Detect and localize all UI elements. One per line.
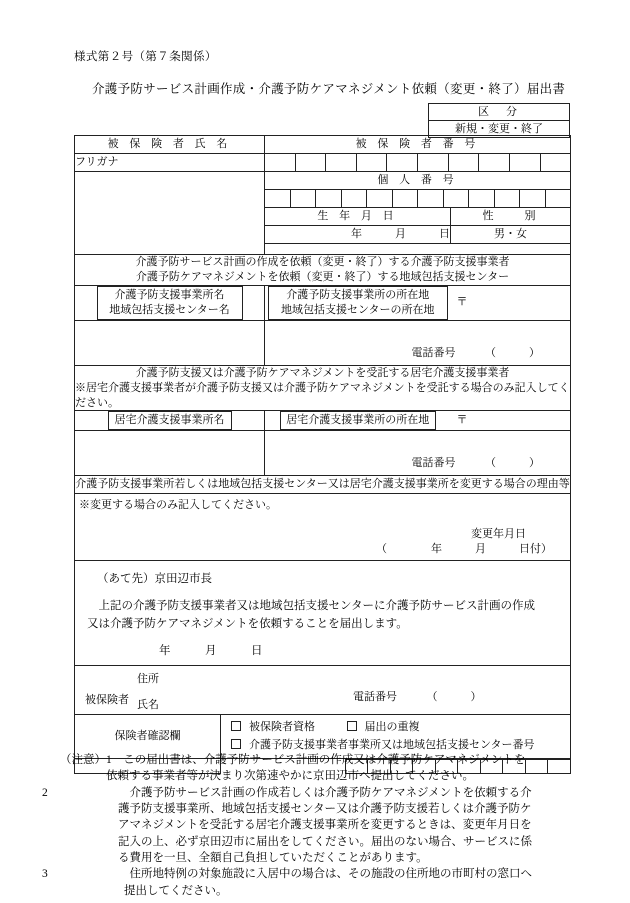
homecare-tel-value[interactable]: （ ） <box>485 457 541 470</box>
number-cell[interactable] <box>444 190 470 207</box>
provider-name-input[interactable] <box>75 320 265 365</box>
number-cell[interactable] <box>546 190 571 207</box>
note-item <box>60 752 580 768</box>
mynumber-header: 個 人 番 号 <box>265 172 571 190</box>
applicant-name-label: 氏名 <box>137 699 159 712</box>
notes-section <box>42 752 580 899</box>
change-reason-body[interactable] <box>75 494 571 561</box>
number-cell[interactable] <box>296 154 327 171</box>
provider-heading-line1: 介護予防サービス計画の作成を依頼（変更・終了）する介護予防支援事業者 <box>75 255 571 271</box>
change-date-label: 変更年月日 <box>471 528 527 541</box>
insured-number-cells[interactable] <box>265 154 571 172</box>
change-reason-heading: 介護予防支援事業所若しくは地域包括支援センター又は居宅介護支援事業所を変更する場合の理由等 <box>75 476 571 494</box>
provider-addr-label-cell <box>265 286 451 321</box>
applicant-block <box>75 666 571 715</box>
applicant-tel-value[interactable]: （ ） <box>426 691 482 704</box>
note-number: 3 <box>42 868 48 881</box>
classification-options[interactable]: 新規・変更・終了 <box>429 121 570 138</box>
note-item <box>42 785 580 801</box>
number-cell[interactable] <box>342 190 368 207</box>
number-cell[interactable] <box>265 190 291 207</box>
checkbox-office-number[interactable] <box>231 739 241 749</box>
number-cell[interactable] <box>541 154 571 171</box>
provider-tel-label: 電話番号 <box>411 346 456 359</box>
insured-number-header: 被 保 険 者 番 号 <box>265 136 571 154</box>
insurer-check-row1 <box>231 720 570 735</box>
insurer-check-item3: 介護予防支援事業者事業所又は地域包括支援センター番号 <box>249 739 535 752</box>
note-number: 1 <box>106 754 112 766</box>
insured-number-strip[interactable] <box>265 154 570 171</box>
furigana-label: フリガナ <box>75 154 265 172</box>
change-date-value[interactable]: （ 年 月 日付） <box>376 542 553 555</box>
gender-value[interactable]: 男・女 <box>451 226 571 244</box>
applicant-address-label: 住所 <box>137 673 159 686</box>
classification-table <box>428 103 570 138</box>
declaration-block <box>75 561 571 666</box>
provider-name-label-cell <box>75 286 265 321</box>
insurer-check-row2 <box>231 738 570 753</box>
number-cell[interactable] <box>479 154 510 171</box>
mynumber-strip[interactable] <box>265 190 570 207</box>
homecare-note: ※居宅介護支援事業者が介護予防支援又は介護予防ケアマネジメントを受託する場合のみ記入してください。 <box>75 381 571 411</box>
number-cell[interactable] <box>387 154 418 171</box>
homecare-addr-label-cell <box>265 411 451 431</box>
addressee: （あて先）京田辺市長 <box>97 573 212 586</box>
note-line: 介護予防サービス計画の作成若しくは介護予防ケアマネジメントを依頼する介 <box>118 786 532 799</box>
number-cell[interactable] <box>418 190 444 207</box>
homecare-address-label: 居宅介護支援事業所の所在地 <box>280 411 436 430</box>
notes-lead: （注意） <box>60 754 106 766</box>
number-cell[interactable] <box>495 190 521 207</box>
note-line: この届出書は、介護予防サービス計画の作成又は介護予防ケアマネジメントを <box>111 754 526 766</box>
number-cell[interactable] <box>291 190 317 207</box>
mynumber-cells[interactable] <box>265 190 571 208</box>
insured-block-filler <box>265 244 571 255</box>
provider-name-label: 介護予防支援事業所名 地域包括支援センター名 <box>97 286 243 320</box>
document-title: 介護予防サービス計画作成・介護予防ケアマネジメント依頼（変更・終了）届出書 <box>92 82 566 96</box>
note-line: 記入の上、必ず京田辺市に届出をしてください。届出のない場合、サービスに係 <box>118 835 532 848</box>
insurer-check-label: 保険者確認欄 <box>75 715 221 759</box>
note-line: 住所地特例の対象施設に入居中の場合は、その施設の住所地の市町村の窓口へ <box>118 868 532 881</box>
homecare-tel-label: 電話番号 <box>411 457 456 470</box>
number-cell[interactable] <box>326 154 357 171</box>
provider-postal-mark: 〒 <box>451 286 571 321</box>
provider-tel-value[interactable]: （ ） <box>485 346 541 359</box>
classification-header: 区 分 <box>429 104 570 121</box>
gender-header: 性 別 <box>451 208 571 226</box>
homecare-postal-mark: 〒 <box>451 411 571 431</box>
note-line: 護予防支援事業所、地域包括支援センター又は介護予防支援若しくは介護予防ケ <box>118 802 532 815</box>
insurer-check-item2: 届出の重複 <box>364 721 420 734</box>
form-number: 様式第２号（第７条関係） <box>74 51 217 63</box>
number-cell[interactable] <box>393 190 419 207</box>
main-form-table <box>74 135 571 774</box>
declaration-text-line1: 上記の介護予防支援事業者又は地域包括支援センターに介護予防サービス計画の作成 <box>87 600 536 613</box>
insurer-check-item1: 被保険者資格 <box>249 721 315 734</box>
provider-heading-line2: 介護予防ケアマネジメントを依頼（変更・終了）する地域包括支援センター <box>75 270 571 286</box>
note-number: 2 <box>42 786 48 799</box>
note-line: 依頼する事業者等が決まり次第速やかに京田辺市へ提出してください。 <box>106 770 474 783</box>
number-cell[interactable] <box>510 154 541 171</box>
homecare-name-input[interactable] <box>75 431 265 476</box>
change-reason-note: ※変更する場合のみ記入してください。 <box>79 499 277 512</box>
number-cell[interactable] <box>469 190 495 207</box>
number-cell[interactable] <box>520 190 546 207</box>
number-cell[interactable] <box>367 190 393 207</box>
birthdate-header: 生 年 月 日 <box>265 208 451 226</box>
provider-tel-line[interactable] <box>265 346 570 361</box>
homecare-heading: 介護予防支援又は介護予防ケアマネジメントを受託する居宅介護支援事業者 <box>75 365 571 381</box>
checkbox-insured-qualification[interactable] <box>231 721 241 731</box>
insured-name-input-area[interactable] <box>75 172 265 255</box>
applicant-label: 被保険者 <box>85 694 129 707</box>
homecare-name-label: 居宅介護支援事業所名 <box>108 411 232 430</box>
number-cell[interactable] <box>449 154 480 171</box>
homecare-address-input[interactable] <box>265 431 571 476</box>
homecare-name-label-cell <box>75 411 265 431</box>
number-cell[interactable] <box>357 154 388 171</box>
note-line: アマネジメントを受託する居宅介護支援事業所を変更するときは、変更年月日を <box>118 819 532 832</box>
insured-name-header: 被 保 険 者 氏 名 <box>75 136 265 154</box>
provider-address-input[interactable] <box>265 320 571 365</box>
note-line: 提出してください。 <box>124 884 228 897</box>
homecare-tel-line[interactable] <box>265 456 570 471</box>
declaration-date[interactable]: 年 月 日 <box>159 644 263 657</box>
note-item <box>42 866 580 882</box>
number-cell[interactable] <box>418 154 449 171</box>
birthdate-value[interactable]: 年 月 日 <box>265 226 451 244</box>
number-cell[interactable] <box>316 190 342 207</box>
provider-address-label: 介護予防支援事業所の所在地 地域包括支援センターの所在地 <box>268 286 448 320</box>
note-line: る費用を一旦、全額自己負担していただくことがあります。 <box>118 851 428 864</box>
applicant-tel-line[interactable] <box>353 690 482 705</box>
checkbox-duplicate-report[interactable] <box>347 721 357 731</box>
number-cell[interactable] <box>265 154 296 171</box>
applicant-tel-label: 電話番号 <box>353 691 397 704</box>
declaration-text-line2: 又は介護予防ケアマネジメントを依頼することを届出します。 <box>87 617 408 630</box>
